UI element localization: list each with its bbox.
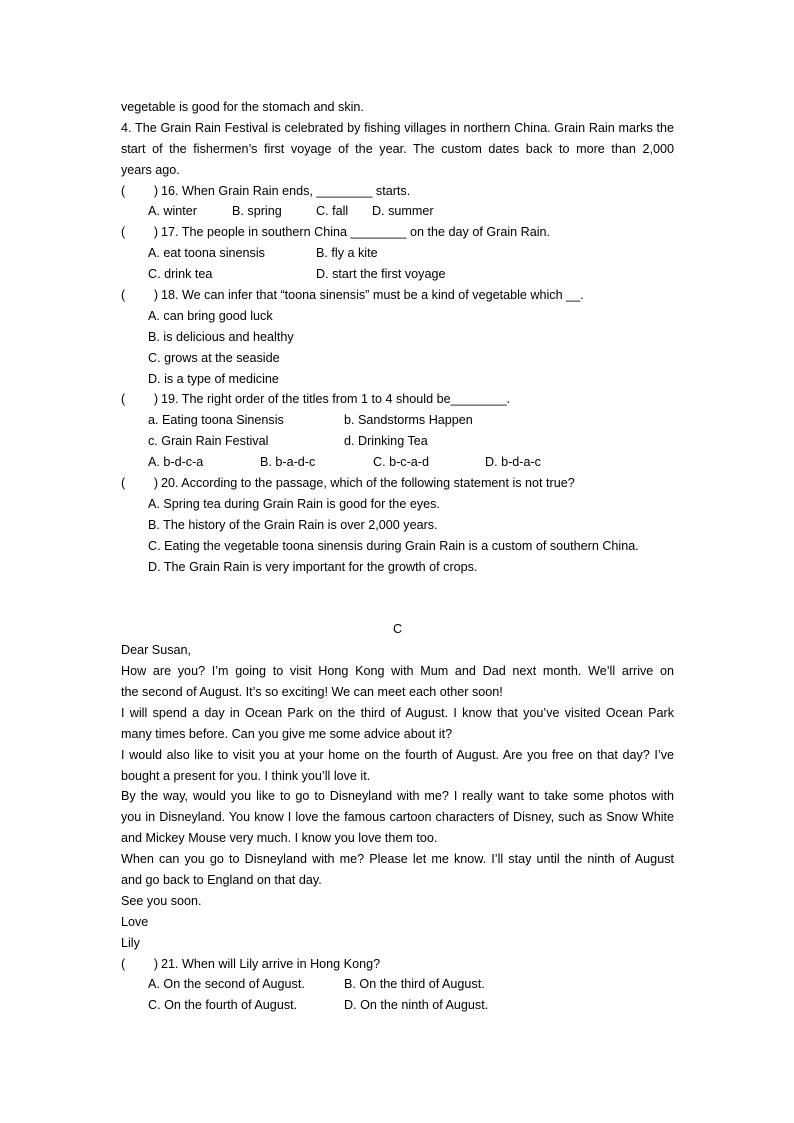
passage-line: vegetable is good for the stomach and skin.	[121, 100, 364, 114]
letter-line: you in Disneyland. You know I love the famous cartoon characters of Disney, such as Snow White	[121, 810, 674, 825]
letter-closing: Love	[121, 914, 149, 929]
option-d[interactable]: D. is a type of medicine	[148, 371, 279, 386]
letter-line: and go back to England on that day.	[121, 872, 322, 887]
option-d[interactable]: D. On the ninth of August.	[344, 998, 489, 1013]
letter-signature: Lily	[121, 935, 140, 950]
letter-line: many times before. Can you give me some advice about it?	[121, 726, 453, 741]
options-row	[121, 201, 674, 222]
letter-line: the second of August. It’s so exciting! We can meet each other soon!	[121, 684, 503, 699]
options-row	[121, 974, 674, 995]
option-d[interactable]: D. start the first voyage	[316, 267, 446, 282]
option-b[interactable]: B. spring	[232, 204, 282, 219]
option-d[interactable]: D. summer	[372, 204, 434, 219]
titles-row	[121, 410, 674, 431]
options-row	[121, 452, 674, 473]
option-b[interactable]: B. is delicious and healthy	[148, 329, 294, 344]
option-c[interactable]: C. On the fourth of August.	[148, 998, 298, 1013]
letter-line: I would also like to visit you at your home on the fourth of August. Are you free on that day? I’ve	[121, 747, 674, 762]
title-item-b: b. Sandstorms Happen	[344, 413, 473, 428]
titles-row	[121, 431, 674, 452]
question-17	[121, 222, 674, 243]
option-b[interactable]: B. On the third of August.	[344, 977, 485, 992]
option-a[interactable]: A. winter	[148, 204, 197, 219]
letter-line: By the way, would you like to go to Disneyland with me? I really want to take some photos with	[121, 789, 674, 804]
question-20	[121, 473, 674, 494]
option-d[interactable]: D. b-d-a-c	[485, 455, 541, 470]
letter-line: How are you? I’m going to visit Hong Kong with Mum and Dad next month. We’ll arrive on	[121, 664, 674, 679]
question-stem: 19. The right order of the titles from 1 to 4 should be________.	[161, 392, 511, 407]
option-c[interactable]: C. Eating the vegetable toona sinensis during Grain Rain is a custom of southern China.	[148, 538, 639, 553]
letter-line: and Mickey Mouse very much. I know you love them too.	[121, 831, 438, 846]
answer-blank[interactable]: ( )	[121, 225, 159, 240]
options-row	[121, 243, 674, 264]
option-c[interactable]: C. drink tea	[148, 267, 213, 282]
exam-page	[121, 97, 674, 1016]
passage-line: years ago.	[121, 162, 180, 177]
answer-blank[interactable]: ( )	[121, 183, 159, 198]
letter-line: When can you go to Disneyland with me? Please let me know. I’ll stay until the ninth of August	[121, 852, 674, 867]
question-16	[121, 181, 674, 202]
title-item-a: a. Eating toona Sinensis	[148, 413, 284, 428]
letter-line: bought a present for you. I think you’ll love it.	[121, 768, 371, 783]
answer-blank[interactable]: ( )	[121, 288, 159, 303]
option-c[interactable]: C. fall	[316, 204, 349, 219]
option-c[interactable]: C. grows at the seaside	[148, 350, 280, 365]
option-a[interactable]: A. can bring good luck	[148, 308, 273, 323]
question-21	[121, 954, 674, 975]
section-heading: C	[392, 622, 403, 637]
spacer	[121, 577, 674, 619]
passage-line: start of the fishermen’s first voyage of the year. The custom dates back to more than 2,000	[121, 141, 674, 156]
letter-greeting: Dear Susan,	[121, 643, 192, 658]
question-stem: 18. We can infer that “toona sinensis” must be a kind of vegetable which __.	[161, 288, 584, 303]
answer-blank[interactable]: ( )	[121, 476, 159, 491]
question-19	[121, 389, 674, 410]
answer-blank[interactable]: ( )	[121, 956, 159, 971]
option-d[interactable]: D. The Grain Rain is very important for the growth of crops.	[148, 559, 478, 574]
option-a[interactable]: A. eat toona sinensis	[148, 246, 265, 261]
question-stem: 20. According to the passage, which of the following statement is not true?	[161, 476, 575, 491]
option-b[interactable]: B. b-a-d-c	[260, 455, 316, 470]
passage-line: 4. The Grain Rain Festival is celebrated by fishing villages in northern China. Grain Rain marks the	[121, 120, 674, 135]
options-row	[121, 995, 674, 1016]
letter-line: I will spend a day in Ocean Park on the third of August. I know that you’ve visited Ocean Park	[121, 705, 674, 720]
question-stem: 17. The people in southern China ________ on the day of Grain Rain.	[161, 225, 551, 240]
answer-blank[interactable]: ( )	[121, 392, 159, 407]
option-a[interactable]: A. On the second of August.	[148, 977, 305, 992]
question-stem: 16. When Grain Rain ends, ________ starts.	[161, 183, 411, 198]
option-a[interactable]: A. b-d-c-a	[148, 455, 204, 470]
option-b[interactable]: B. The history of the Grain Rain is over 2,000 years.	[148, 517, 438, 532]
title-item-d: d. Drinking Tea	[344, 434, 428, 449]
option-b[interactable]: B. fly a kite	[316, 246, 378, 261]
options-row	[121, 264, 674, 285]
option-c[interactable]: C. b-c-a-d	[373, 455, 429, 470]
title-item-c: c. Grain Rain Festival	[148, 434, 269, 449]
option-a[interactable]: A. Spring tea during Grain Rain is good for the eyes.	[148, 496, 440, 511]
question-stem: 21. When will Lily arrive in Hong Kong?	[161, 956, 381, 971]
question-18	[121, 285, 674, 306]
letter-closing: See you soon.	[121, 893, 202, 908]
